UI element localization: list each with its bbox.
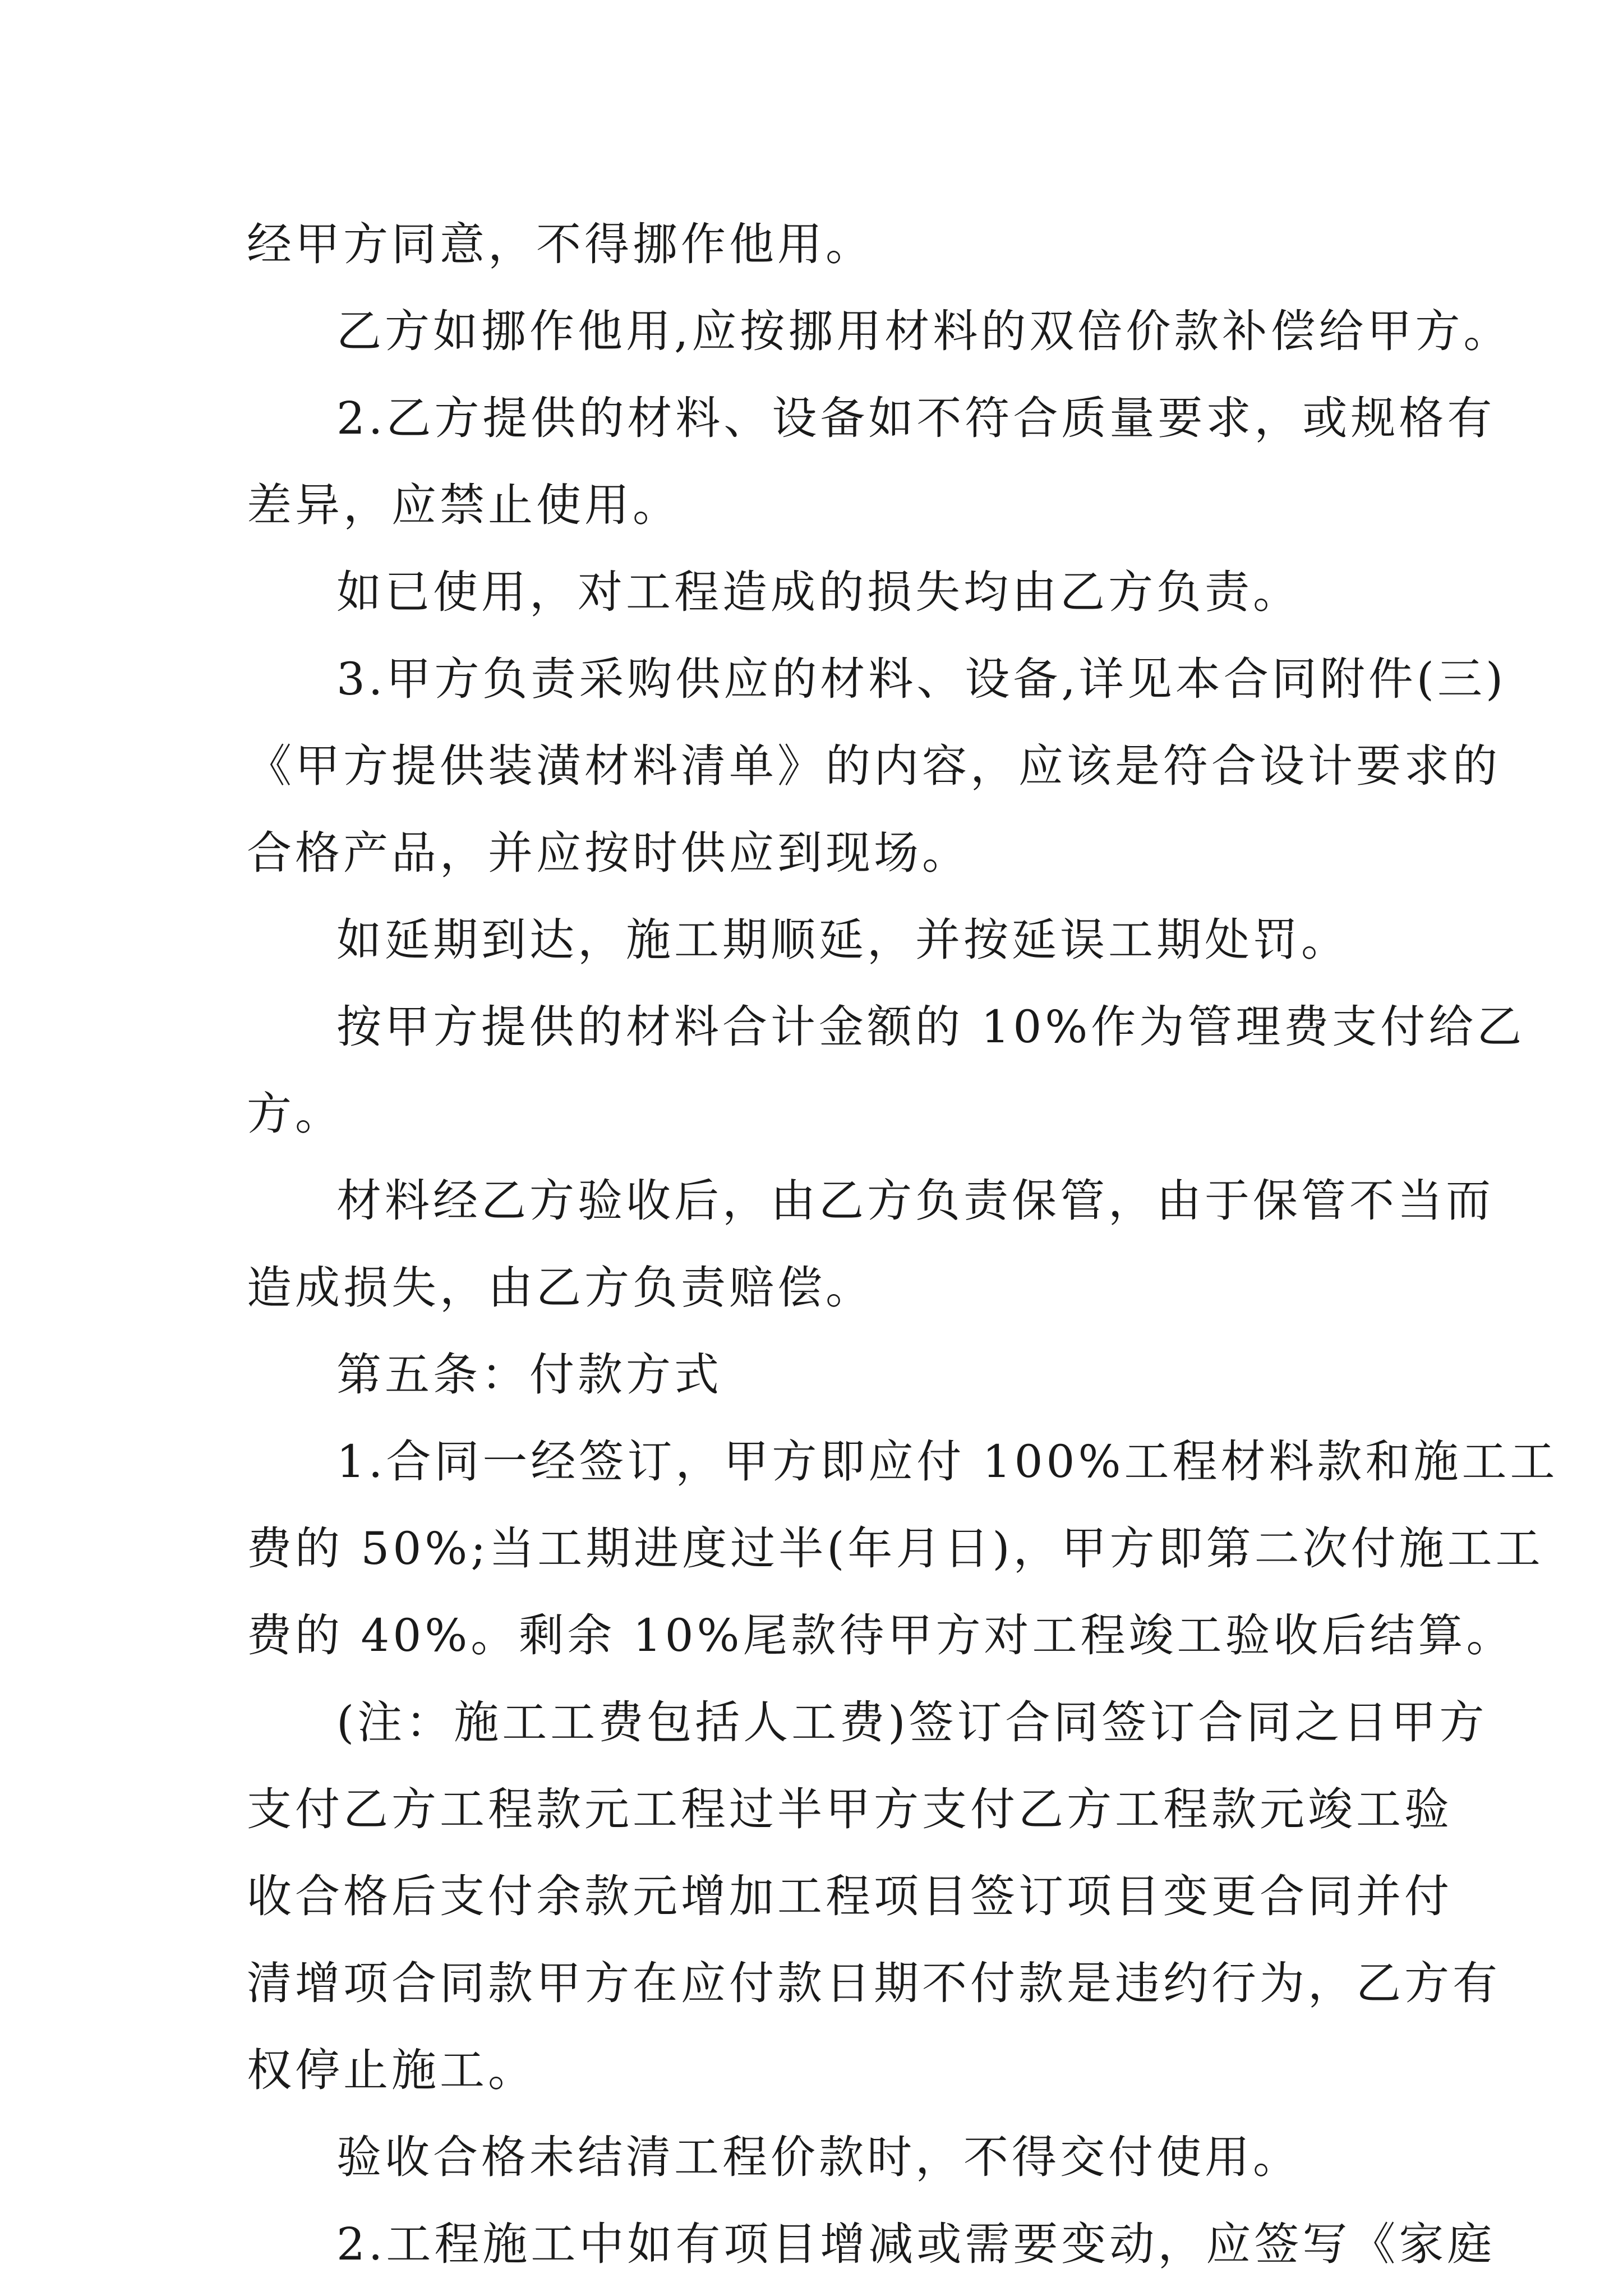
text-line: 方。 <box>247 1088 343 1140</box>
text-line: 差异，应禁止使用。 <box>247 479 681 531</box>
text-line: 造成损失，由乙方负责赔偿。 <box>247 1262 874 1314</box>
text-line: 按甲方提供的材料合计金额的 10%作为管理费支付给乙 <box>336 1001 1525 1053</box>
text-line: 清增项合同款甲方在应付款日期不付款是违约行为，乙方有 <box>247 1957 1501 2009</box>
text-line: 费的 50%;当工期进度过半(年月日)，甲方即第二次付施工工 <box>247 1522 1544 1575</box>
text-line: 《甲方提供装潢材料清单》的内容，应该是符合设计要求的 <box>247 740 1501 792</box>
text-line: 验收合格未结清工程价款时，不得交付使用。 <box>336 2131 1301 2183</box>
text-line: 2.工程施工中如有项目增减或需要变动，应签写《家庭 <box>336 2218 1496 2270</box>
text-line: 权停止施工。 <box>247 2044 536 2096</box>
text-line: 1.合同一经签订，甲方即应付 100%工程材料款和施工工 <box>336 1435 1559 1488</box>
text-line: (注：施工工费包括人工费)签订合同签订合同之日甲方 <box>336 1696 1488 1749</box>
text-line: 3.甲方负责采购供应的材料、设备,详见本合同附件(三) <box>336 653 1507 705</box>
text-line: 材料经乙方验收后，由乙方负责保管，由于保管不当而 <box>336 1175 1494 1227</box>
document-body <box>247 201 1559 2288</box>
text-line: 合格产品，并应按时供应到现场。 <box>247 827 970 879</box>
text-line: 费的 40%。剩余 10%尾款待甲方对工程竣工验收后结算。 <box>247 1609 1515 1662</box>
text-line: 如已使用，对工程造成的损失均由乙方负责。 <box>336 566 1301 618</box>
text-line: 如延期到达，施工期顺延，并按延误工期处罚。 <box>336 914 1349 966</box>
text-line: 乙方如挪作他用,应按挪用材料的双倍价款补偿给甲方。 <box>336 305 1512 357</box>
text-line: 支付乙方工程款元工程过半甲方支付乙方工程款元竣工验 <box>247 1783 1453 1835</box>
section-heading: 第五条：付款方式 <box>336 1349 722 1401</box>
text-line: 经甲方同意，不得挪作他用。 <box>247 218 874 270</box>
text-line: 2.乙方提供的材料、设备如不符合质量要求，或规格有 <box>336 392 1496 444</box>
text-line: 收合格后支付余款元增加工程项目签订项目变更合同并付 <box>247 1870 1453 1922</box>
